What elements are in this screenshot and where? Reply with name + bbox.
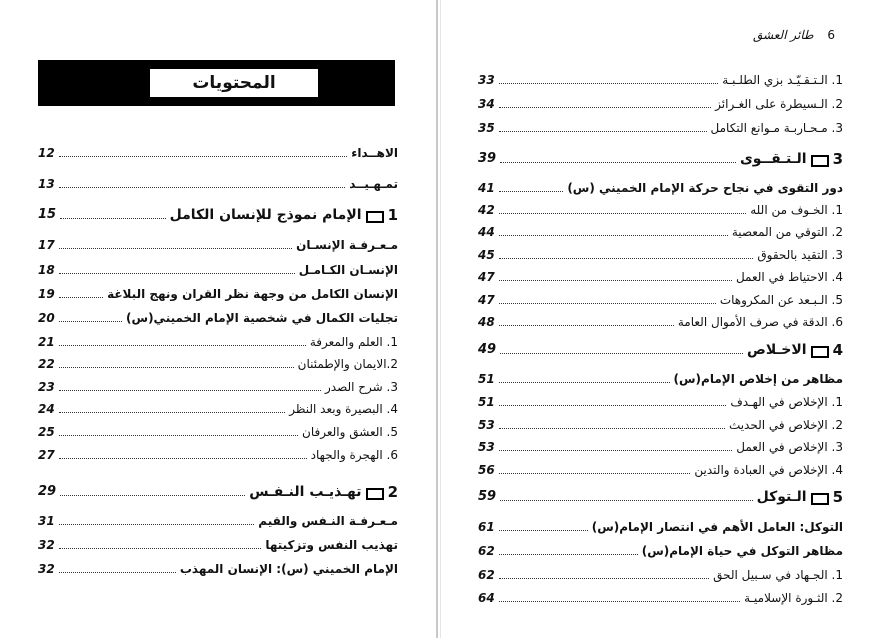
- toc-entry: [38, 513, 398, 529]
- toc-entry-page: 12: [38, 146, 55, 160]
- toc-entry-page: 23: [38, 380, 55, 394]
- book-spine-shadow: [440, 0, 441, 638]
- dot-leader: [499, 382, 670, 383]
- dot-leader: [499, 235, 728, 236]
- dot-leader: [59, 156, 348, 157]
- dot-leader: [59, 412, 286, 413]
- toc-entry-page: 53: [478, 418, 495, 432]
- toc-entry-page: 53: [478, 440, 495, 454]
- toc-entry-title: 4. الإخلاص في العبادة والتدين: [694, 463, 843, 477]
- toc-entry: [478, 292, 843, 308]
- dot-leader: [499, 131, 707, 132]
- dot-leader: [499, 191, 564, 192]
- toc-entry-page: 59: [478, 489, 497, 504]
- dot-leader: [59, 321, 122, 322]
- toc-entry-page: 62: [478, 568, 495, 582]
- toc-entry: [38, 447, 398, 463]
- toc-entry-title: مظاهر من إخلاص الإمام(س): [673, 372, 843, 386]
- toc-entry-title: 1. العلم والمعرفة: [309, 335, 398, 349]
- toc-entry: [478, 151, 843, 167]
- dot-leader: [59, 435, 298, 436]
- toc-entry: [478, 72, 843, 88]
- toc-entry-page: 35: [478, 121, 495, 135]
- toc-entry-page: 13: [38, 177, 55, 191]
- toc-entry-title: دور التقوى في نجاح حركة الإمام الخميني (س): [567, 181, 843, 195]
- toc-entry-title: 2. الثـورة الإسلاميـة: [744, 591, 843, 605]
- toc-entry: [38, 176, 398, 192]
- section-number: 5: [832, 488, 843, 506]
- toc-entry-page: 33: [478, 73, 495, 87]
- toc-entry-page: 42: [478, 203, 495, 217]
- toc-entry: [478, 247, 843, 263]
- dot-leader: [499, 107, 711, 108]
- toc-entry-title: 3. مـحـاربـة مـوانع التكامل: [710, 121, 843, 135]
- toc-entry-page: 20: [38, 311, 55, 325]
- dot-leader: [499, 303, 716, 304]
- toc-entry-title: تهـذيـب النـفـس: [249, 484, 362, 500]
- toc-entry-title: 1. الخـوف من الله: [750, 203, 843, 217]
- dot-leader: [59, 390, 321, 391]
- toc-entry: [38, 262, 398, 278]
- toc-entry-page: 56: [478, 463, 495, 477]
- toc-entry: [478, 439, 843, 455]
- dot-leader: [59, 297, 103, 298]
- toc-entry-page: 17: [38, 238, 55, 252]
- dot-leader: [499, 473, 691, 474]
- toc-entry: [38, 310, 398, 326]
- toc-entry-page: 49: [478, 342, 497, 357]
- dot-leader: [59, 458, 307, 459]
- toc-entry-title: 2. الـسيطرة على الغـرائز: [715, 97, 843, 111]
- dot-leader: [499, 258, 754, 259]
- toc-entry-title: الإمام الخميني (س): الإنسان المهذب: [179, 562, 398, 576]
- dot-leader: [59, 345, 306, 346]
- toc-entry: [478, 224, 843, 240]
- dot-leader: [499, 578, 709, 579]
- toc-entry-page: 48: [478, 315, 495, 329]
- toc-entry: [478, 489, 843, 505]
- toc-entry-title: 5. العشق والعرفان: [302, 425, 398, 439]
- toc-entry: [478, 180, 843, 196]
- toc-entry-title: تجليات الكمال في شخصية الإمام الخميني(س): [126, 311, 398, 325]
- dot-leader: [499, 428, 725, 429]
- toc-entry-title: تمـهـيــد: [349, 177, 398, 191]
- toc-entry: [478, 202, 843, 218]
- dot-leader: [500, 162, 736, 163]
- toc-entry-page: 64: [478, 591, 495, 605]
- toc-entry: [478, 96, 843, 112]
- toc-entry-page: 61: [478, 520, 495, 534]
- square-bullet-icon: [811, 155, 829, 167]
- page-header: [753, 28, 835, 42]
- toc-entry-title: تهذيب النفس وتزكيتها: [265, 538, 398, 552]
- dot-leader: [59, 187, 346, 188]
- dot-leader: [59, 367, 294, 368]
- toc-entry-title: 6. الدقة في صرف الأموال العامة: [677, 315, 843, 329]
- toc-entry: [478, 519, 843, 535]
- toc-entry-title: 4. البصيرة وبعد النظر: [289, 402, 398, 416]
- section-number: 2: [387, 483, 398, 501]
- toc-entry-title: 1. الجـهاد في سـبيل الحق: [713, 568, 843, 582]
- toc-entry-title: الاهــداء: [351, 146, 398, 160]
- toc-entry-page: 47: [478, 293, 495, 307]
- toc-entry: [478, 394, 843, 410]
- toc-entry-page: 47: [478, 270, 495, 284]
- toc-entry-page: 29: [38, 484, 57, 499]
- toc-entry-title: 6. الهجرة والجهاد: [310, 448, 398, 462]
- toc-entry-title: 3. الإخلاص في العمل: [736, 440, 843, 454]
- dot-leader: [59, 248, 292, 249]
- toc-entry: [38, 379, 398, 395]
- toc-entry-title: مظاهر التوكل في حياة الإمام(س): [641, 544, 843, 558]
- toc-entry: [478, 462, 843, 478]
- toc-entry-page: 27: [38, 448, 55, 462]
- toc-entry-page: 21: [38, 335, 55, 349]
- toc-entry: [478, 269, 843, 285]
- toc-entry: [38, 286, 398, 302]
- dot-leader: [499, 601, 740, 602]
- square-bullet-icon: [811, 346, 829, 358]
- toc-entry-title: مـعـرفـة النـفس والقيم: [258, 514, 398, 528]
- toc-entry-title: 1. الـتـقـيّـد بزي الطلـبـة: [722, 73, 843, 87]
- square-bullet-icon: [366, 488, 384, 500]
- toc-entry-page: 19: [38, 287, 55, 301]
- toc-entry-title: 2.الايمان والإطمئنان: [297, 357, 398, 371]
- toc-entry-title: 3. شرح الصدر: [325, 380, 398, 394]
- toc-entry-title: 5. الـبـعد عن المكروهات: [719, 293, 843, 307]
- toc-entry-page: 45: [478, 248, 495, 262]
- toc-entry: [38, 401, 398, 417]
- dot-leader: [60, 495, 245, 496]
- toc-entry: [478, 567, 843, 583]
- toc-entry-page: 18: [38, 263, 55, 277]
- toc-entry-title: 1. الإخلاص في الهـدف: [730, 395, 843, 409]
- toc-entry-page: 32: [38, 538, 55, 552]
- section-number: 1: [387, 206, 398, 224]
- square-bullet-icon: [366, 211, 384, 223]
- toc-entry-page: 44: [478, 225, 495, 239]
- toc-entry-page: 51: [478, 372, 495, 386]
- section-number: 3: [832, 150, 843, 168]
- toc-entry: [38, 561, 398, 577]
- dot-leader: [59, 572, 176, 573]
- toc-entry-title: 4. الاحتياط في العمل: [735, 270, 843, 284]
- dot-leader: [499, 530, 588, 531]
- toc-entry-title: الإنسـان الكـامـل: [298, 263, 398, 277]
- toc-entry: [38, 145, 398, 161]
- section-number: 4: [832, 341, 843, 359]
- toc-entry: [478, 543, 843, 559]
- toc-entry-page: 25: [38, 425, 55, 439]
- toc-entry: [478, 120, 843, 136]
- toc-entry-page: 24: [38, 402, 55, 416]
- toc-entry: [38, 237, 398, 253]
- toc-entry-title: 3. التقيد بالحقوق: [757, 248, 843, 262]
- toc-entry-title: الـتـقــوى: [739, 151, 807, 167]
- dot-leader: [500, 353, 743, 354]
- toc-entry-title: 2. الإخلاص في الحديث: [728, 418, 843, 432]
- contents-title: المحتويات: [150, 69, 318, 97]
- toc-entry-title: الاخـلاص: [747, 342, 807, 358]
- dot-leader: [59, 524, 255, 525]
- square-bullet-icon: [811, 493, 829, 505]
- dot-leader: [499, 280, 732, 281]
- toc-entry-title: التوكل: العامل الأهم في انتصار الإمام(س): [591, 520, 843, 534]
- dot-leader: [59, 273, 295, 274]
- dot-leader: [499, 83, 718, 84]
- toc-entry: [478, 314, 843, 330]
- contents-banner: [38, 60, 395, 106]
- toc-entry-title: الـتوكل: [756, 489, 807, 505]
- toc-entry: [38, 334, 398, 350]
- dot-leader: [499, 554, 638, 555]
- toc-entry-title: الإنسان الكامل من وجهة نظر القران ونهج البلاغة: [107, 287, 398, 301]
- toc-entry-page: 39: [478, 151, 497, 166]
- toc-entry-page: 15: [38, 207, 57, 222]
- toc-entry: [38, 484, 398, 500]
- toc-entry-title: 2. التوقي من المعصية: [731, 225, 843, 239]
- book-spine: [436, 0, 438, 638]
- toc-entry: [38, 207, 398, 223]
- dot-leader: [59, 548, 262, 549]
- dot-leader: [499, 405, 727, 406]
- toc-entry-page: 32: [38, 562, 55, 576]
- dot-leader: [500, 500, 752, 501]
- page-number: 6: [827, 28, 835, 42]
- toc-entry-title: الإمام نموذج للإنسان الكامل: [169, 207, 362, 223]
- toc-entry: [478, 590, 843, 606]
- dot-leader: [60, 218, 166, 219]
- toc-entry-page: 62: [478, 544, 495, 558]
- toc-entry-page: 31: [38, 514, 55, 528]
- toc-entry-page: 22: [38, 357, 55, 371]
- toc-entry: [478, 417, 843, 433]
- toc-entry: [38, 424, 398, 440]
- toc-entry-page: 34: [478, 97, 495, 111]
- toc-entry: [478, 342, 843, 358]
- dot-leader: [499, 213, 747, 214]
- dot-leader: [499, 325, 674, 326]
- toc-entry: [38, 356, 398, 372]
- toc-entry: [478, 371, 843, 387]
- toc-entry: [38, 537, 398, 553]
- dot-leader: [499, 450, 733, 451]
- toc-entry-page: 41: [478, 181, 495, 195]
- toc-entry-page: 51: [478, 395, 495, 409]
- toc-entry-title: مـعـرفـة الإنسـان: [296, 238, 398, 252]
- book-title: طائر العشق: [753, 28, 814, 42]
